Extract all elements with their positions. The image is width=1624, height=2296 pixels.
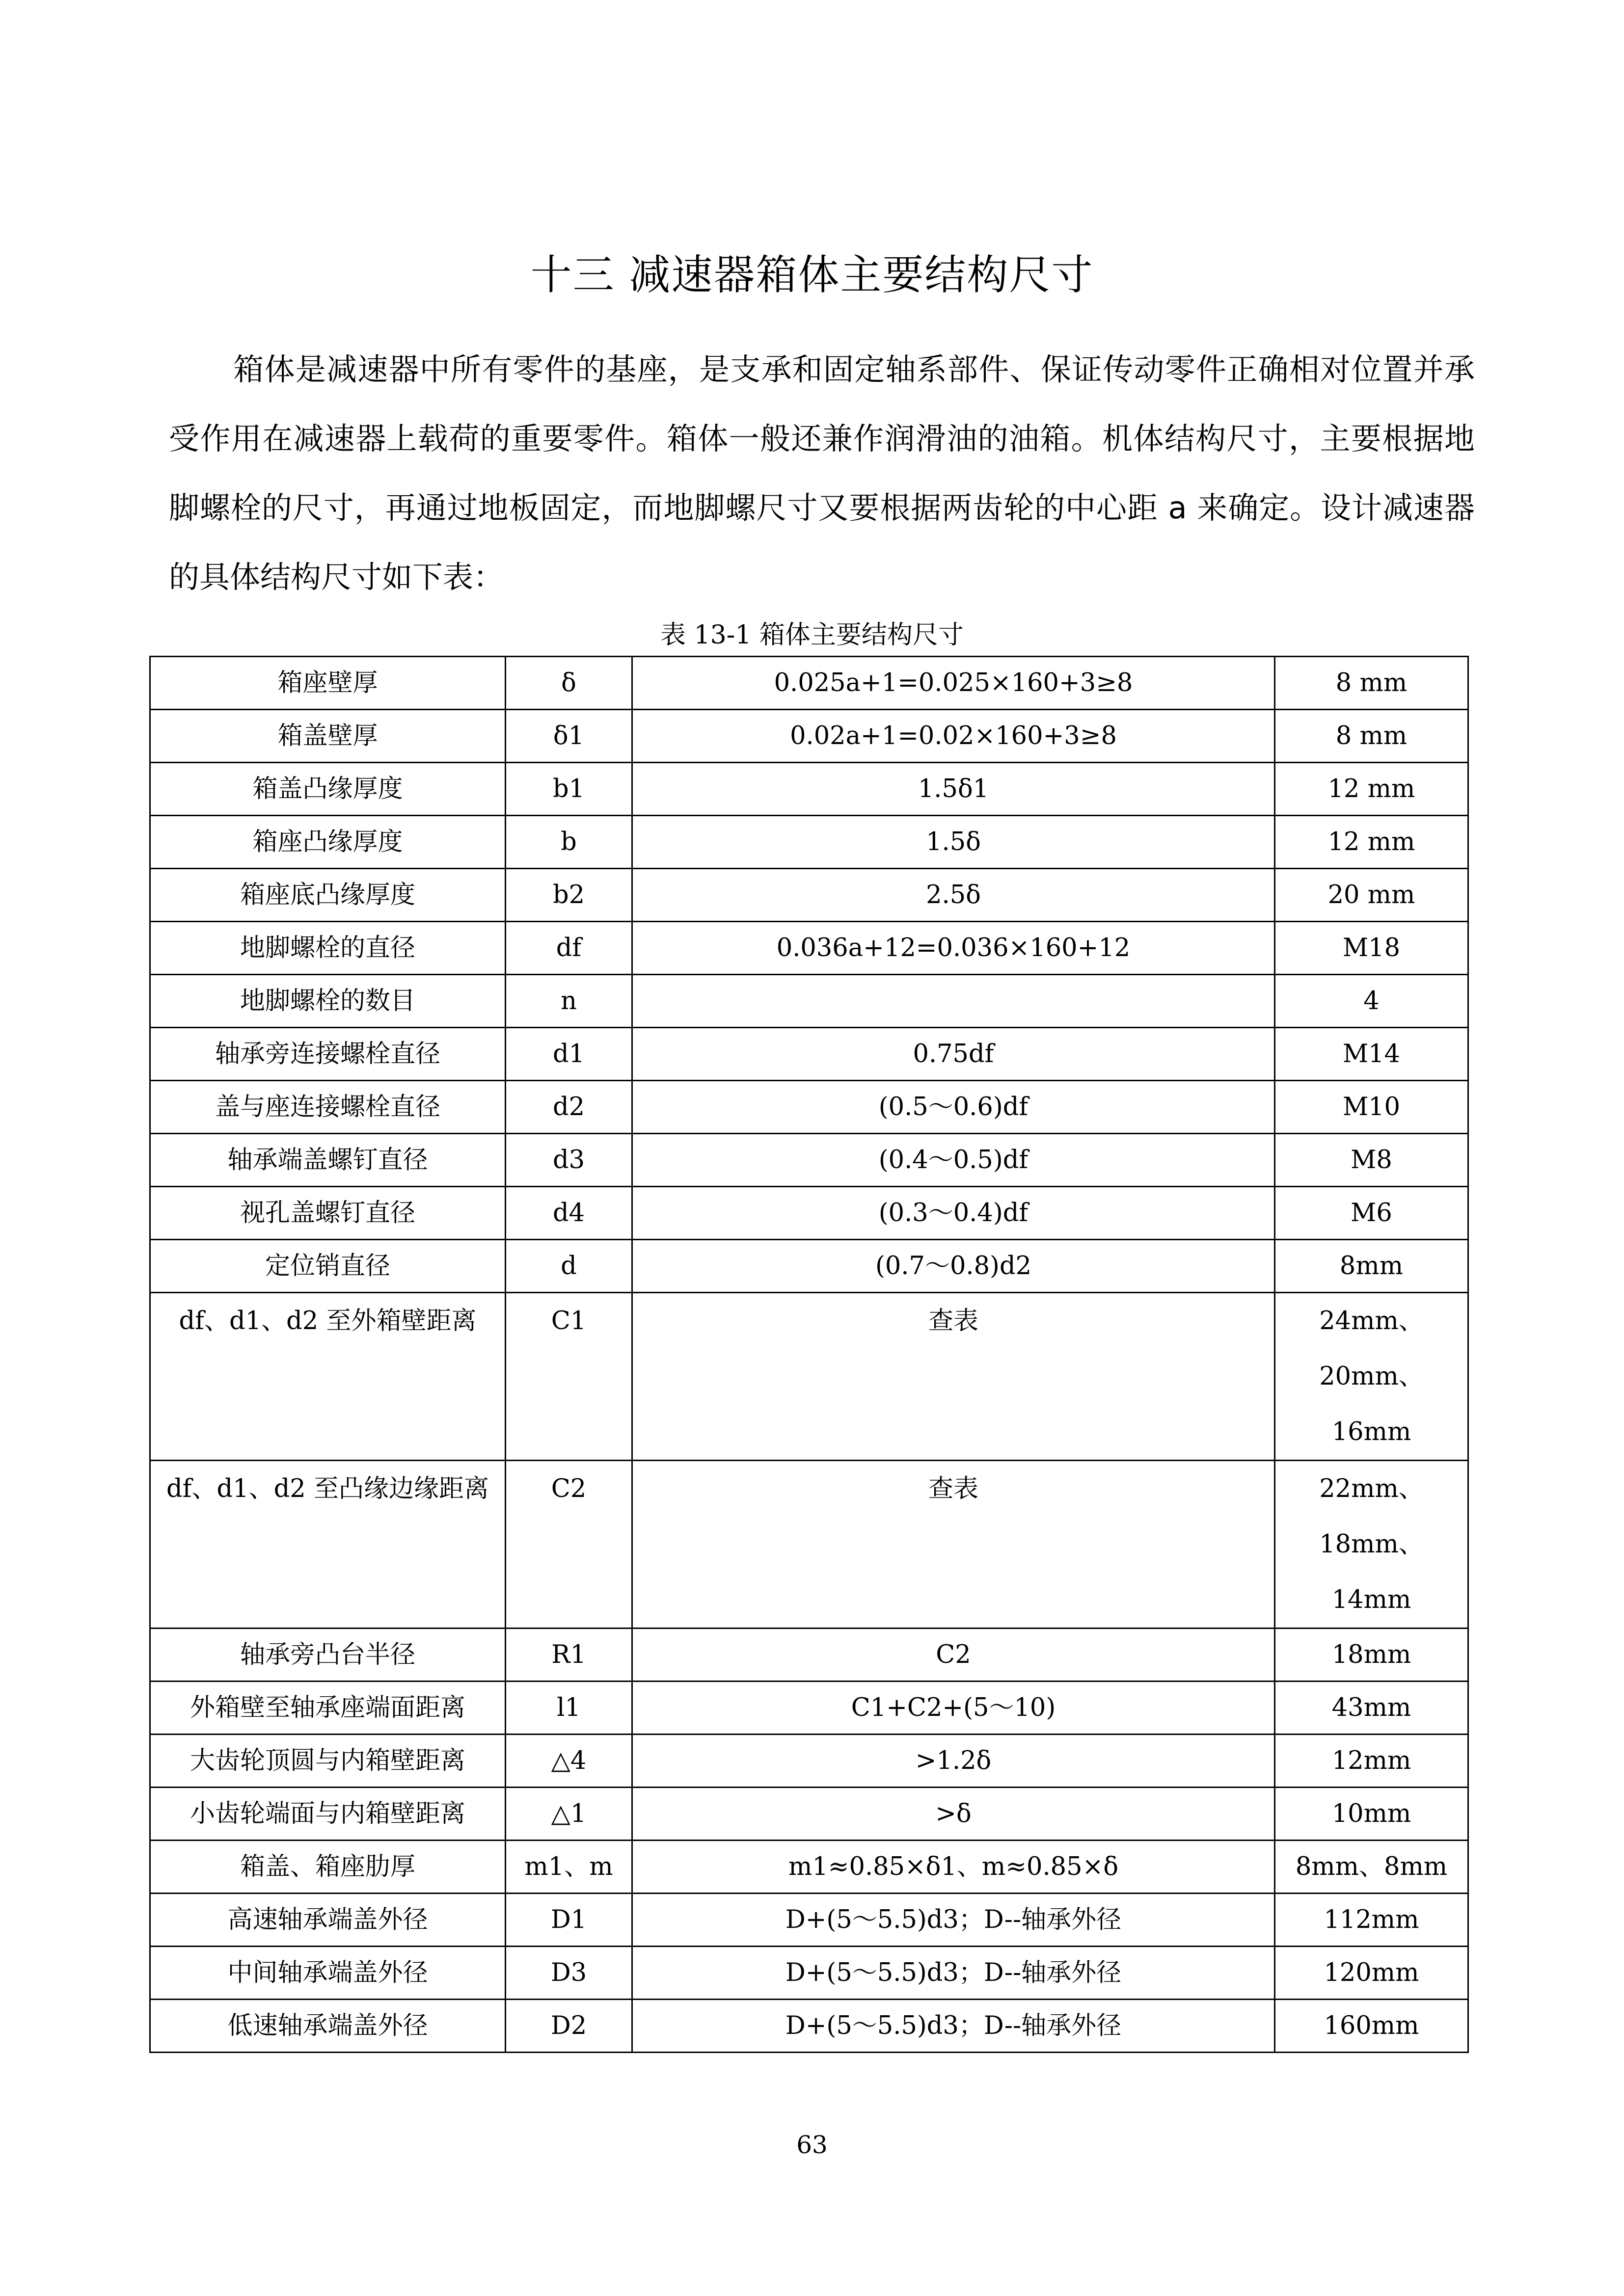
param-name: 箱盖、箱座肋厚	[150, 1841, 506, 1894]
param-formula: m1≈0.85×δ1、m≈0.85×δ	[632, 1841, 1275, 1894]
table-row	[150, 1081, 1468, 1134]
param-symbol: δ1	[506, 710, 632, 763]
param-formula: D+(5～5.5)d3；D--轴承外径	[632, 1894, 1275, 1947]
param-symbol: △1	[506, 1788, 632, 1841]
param-value: M6	[1275, 1187, 1468, 1240]
param-name: 箱座壁厚	[150, 657, 506, 710]
param-symbol: b	[506, 816, 632, 869]
table-row	[150, 1187, 1468, 1240]
param-value: M18	[1275, 922, 1468, 975]
param-name: 地脚螺栓的数目	[150, 975, 506, 1028]
table-row	[150, 1028, 1468, 1081]
param-value: 12 mm	[1275, 816, 1468, 869]
table-row	[150, 1682, 1468, 1735]
table-row	[150, 2000, 1468, 2053]
param-name: 外箱壁至轴承座端面距离	[150, 1682, 506, 1735]
param-symbol: d4	[506, 1187, 632, 1240]
param-formula: 查表	[632, 1293, 1275, 1461]
param-value: 43mm	[1275, 1682, 1468, 1735]
param-value: M10	[1275, 1081, 1468, 1134]
param-name: 箱座凸缘厚度	[150, 816, 506, 869]
structure-dimensions-table	[149, 656, 1469, 2053]
table-row	[150, 1629, 1468, 1682]
table-row	[150, 975, 1468, 1028]
param-name: 轴承旁连接螺栓直径	[150, 1028, 506, 1081]
intro-paragraph	[169, 335, 1475, 612]
param-name: 定位销直径	[150, 1240, 506, 1293]
param-value: 10mm	[1275, 1788, 1468, 1841]
param-symbol: df	[506, 922, 632, 975]
intro-paragraph-text: 箱体是减速器中所有零件的基座，是支承和固定轴系部件、保证传动零件正确相对位置并承受作用在减速器上载荷的重要零件。箱体一般还兼作润滑油的油箱。机体结构尺寸，主要根据地脚螺栓的尺寸，再通过地板固定，而地脚螺尺寸又要根据两齿轮的中心距 a 来确定。设计减速器的具体结构尺寸如下表：	[169, 351, 1475, 595]
param-formula: 1.5δ1	[632, 763, 1275, 816]
param-formula: 0.75df	[632, 1028, 1275, 1081]
param-formula: 0.036a+12=0.036×160+12	[632, 922, 1275, 975]
param-formula	[632, 975, 1275, 1028]
param-name: 高速轴承端盖外径	[150, 1894, 506, 1947]
param-formula: >1.2δ	[632, 1735, 1275, 1788]
param-value: 24mm、20mm、16mm	[1275, 1293, 1468, 1461]
param-symbol: R1	[506, 1629, 632, 1682]
table-row	[150, 710, 1468, 763]
param-value: 112mm	[1275, 1894, 1468, 1947]
table-row	[150, 922, 1468, 975]
param-formula: 2.5δ	[632, 869, 1275, 922]
param-name: 箱盖凸缘厚度	[150, 763, 506, 816]
param-value: 8 mm	[1275, 710, 1468, 763]
param-formula: (0.3～0.4)df	[632, 1187, 1275, 1240]
param-name: 轴承端盖螺钉直径	[150, 1134, 506, 1187]
param-name: 低速轴承端盖外径	[150, 2000, 506, 2053]
table-row	[150, 1841, 1468, 1894]
param-formula: 1.5δ	[632, 816, 1275, 869]
param-formula: >δ	[632, 1788, 1275, 1841]
param-formula: 0.02a+1=0.02×160+3≥8	[632, 710, 1275, 763]
param-value: 12mm	[1275, 1735, 1468, 1788]
param-value: 120mm	[1275, 1947, 1468, 2000]
param-formula: 查表	[632, 1461, 1275, 1629]
param-symbol: l1	[506, 1682, 632, 1735]
param-value: M8	[1275, 1134, 1468, 1187]
param-formula: (0.4～0.5)df	[632, 1134, 1275, 1187]
param-name: 箱盖壁厚	[150, 710, 506, 763]
table-row	[150, 1134, 1468, 1187]
param-value: 8mm	[1275, 1240, 1468, 1293]
param-value: M14	[1275, 1028, 1468, 1081]
table-row	[150, 869, 1468, 922]
param-symbol: d2	[506, 1081, 632, 1134]
param-name: 视孔盖螺钉直径	[150, 1187, 506, 1240]
param-symbol: C1	[506, 1293, 632, 1461]
param-value: 160mm	[1275, 2000, 1468, 2053]
param-formula: C2	[632, 1629, 1275, 1682]
table-caption: 表 13-1 箱体主要结构尺寸	[660, 620, 964, 650]
param-name: 地脚螺栓的直径	[150, 922, 506, 975]
param-formula: D+(5～5.5)d3；D--轴承外径	[632, 2000, 1275, 2053]
param-symbol: δ	[506, 657, 632, 710]
param-value: 20 mm	[1275, 869, 1468, 922]
table-row	[150, 1461, 1468, 1629]
table-row	[150, 1947, 1468, 2000]
section-title: 十三 减速器箱体主要结构尺寸	[530, 251, 1094, 299]
param-symbol: d3	[506, 1134, 632, 1187]
page-number: 63	[796, 2131, 828, 2159]
param-symbol: D1	[506, 1894, 632, 1947]
table-row	[150, 657, 1468, 710]
param-symbol: b1	[506, 763, 632, 816]
param-formula: C1+C2+(5～10)	[632, 1682, 1275, 1735]
param-symbol: D2	[506, 2000, 632, 2053]
table-row	[150, 1894, 1468, 1947]
param-name: 盖与座连接螺栓直径	[150, 1081, 506, 1134]
param-formula: (0.5～0.6)df	[632, 1081, 1275, 1134]
param-value: 8 mm	[1275, 657, 1468, 710]
param-name: 中间轴承端盖外径	[150, 1947, 506, 2000]
table-row	[150, 1735, 1468, 1788]
param-symbol: △4	[506, 1735, 632, 1788]
param-formula: (0.7～0.8)d2	[632, 1240, 1275, 1293]
param-formula: 0.025a+1=0.025×160+3≥8	[632, 657, 1275, 710]
table-row	[150, 1293, 1468, 1461]
param-name: 箱座底凸缘厚度	[150, 869, 506, 922]
param-symbol: C2	[506, 1461, 632, 1629]
param-value: 12 mm	[1275, 763, 1468, 816]
param-symbol: n	[506, 975, 632, 1028]
param-symbol: d	[506, 1240, 632, 1293]
param-name: 轴承旁凸台半径	[150, 1629, 506, 1682]
param-value: 8mm、8mm	[1275, 1841, 1468, 1894]
param-value: 22mm、18mm、14mm	[1275, 1461, 1468, 1629]
param-symbol: D3	[506, 1947, 632, 2000]
param-symbol: d1	[506, 1028, 632, 1081]
param-value: 18mm	[1275, 1629, 1468, 1682]
table-row	[150, 1240, 1468, 1293]
param-name: df、d1、d2 至凸缘边缘距离	[150, 1461, 506, 1629]
param-value: 4	[1275, 975, 1468, 1028]
param-name: 小齿轮端面与内箱壁距离	[150, 1788, 506, 1841]
table-row	[150, 816, 1468, 869]
param-symbol: b2	[506, 869, 632, 922]
table-row	[150, 1788, 1468, 1841]
table-row	[150, 763, 1468, 816]
param-symbol: m1、m	[506, 1841, 632, 1894]
param-formula: D+(5～5.5)d3；D--轴承外径	[632, 1947, 1275, 2000]
param-name: df、d1、d2 至外箱壁距离	[150, 1293, 506, 1461]
param-name: 大齿轮顶圆与内箱壁距离	[150, 1735, 506, 1788]
